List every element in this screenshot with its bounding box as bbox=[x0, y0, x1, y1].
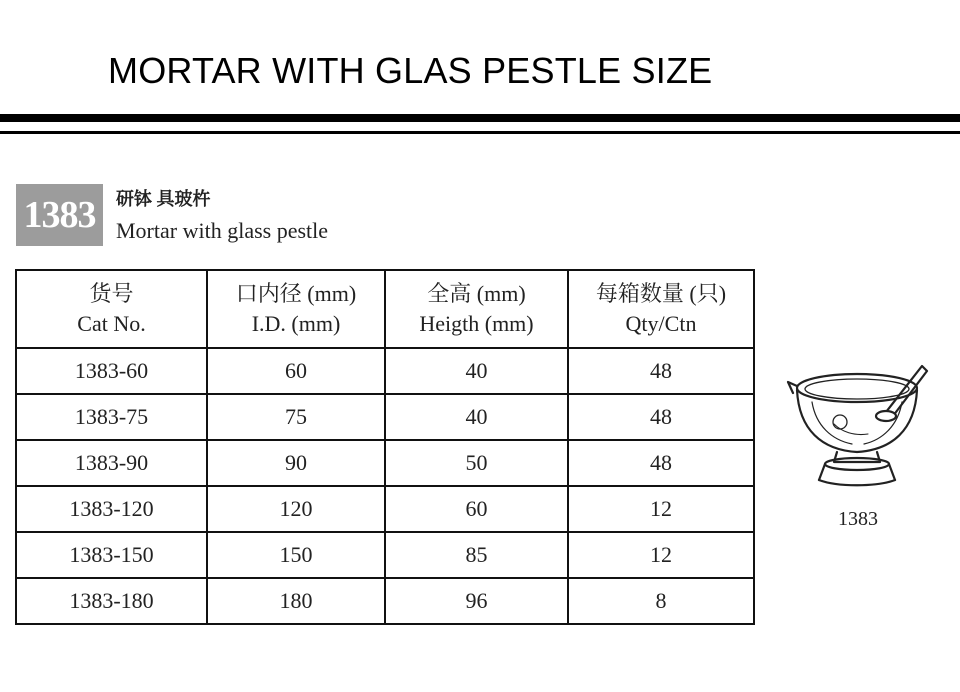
image-caption: 1383 bbox=[838, 508, 878, 530]
table-row bbox=[16, 394, 754, 440]
header-cn-label: 货号 bbox=[89, 281, 134, 306]
header-en-label: I.D. (mm) bbox=[251, 311, 341, 336]
cell-height: 50 bbox=[385, 440, 568, 486]
header-cat-no bbox=[16, 270, 207, 348]
header-cn-label: 全高 (mm) bbox=[427, 281, 526, 306]
cell-height: 96 bbox=[385, 578, 568, 624]
title-divider-thick bbox=[0, 114, 960, 122]
mortar-pestle-illustration bbox=[782, 352, 932, 492]
header-cn-label: 每箱数量 (只) bbox=[595, 281, 727, 306]
cell-inner-diameter: 60 bbox=[207, 348, 385, 394]
header-en-label: Qty/Ctn bbox=[625, 311, 697, 336]
cell-qty: 12 bbox=[568, 486, 754, 532]
cell-cat-no: 1383-150 bbox=[16, 532, 207, 578]
product-name-chinese: 研钵 具玻杵 bbox=[116, 189, 211, 209]
cell-cat-no: 1383-60 bbox=[16, 348, 207, 394]
header-qty-per-carton bbox=[568, 270, 754, 348]
product-code-badge: 1383 bbox=[16, 184, 103, 246]
cell-qty: 8 bbox=[568, 578, 754, 624]
cell-height: 40 bbox=[385, 394, 568, 440]
cell-qty: 48 bbox=[568, 394, 754, 440]
cell-inner-diameter: 180 bbox=[207, 578, 385, 624]
header-en-label: Heigth (mm) bbox=[419, 311, 534, 336]
cell-inner-diameter: 120 bbox=[207, 486, 385, 532]
cell-qty: 48 bbox=[568, 440, 754, 486]
table-row bbox=[16, 440, 754, 486]
cell-cat-no: 1383-75 bbox=[16, 394, 207, 440]
table-row bbox=[16, 532, 754, 578]
cell-cat-no: 1383-120 bbox=[16, 486, 207, 532]
header-en-label: Cat No. bbox=[77, 311, 146, 336]
cell-inner-diameter: 150 bbox=[207, 532, 385, 578]
cell-cat-no: 1383-180 bbox=[16, 578, 207, 624]
cell-inner-diameter: 75 bbox=[207, 394, 385, 440]
header-inner-diameter bbox=[207, 270, 385, 348]
header-cn-label: 口内径 (mm) bbox=[235, 281, 357, 306]
cell-height: 40 bbox=[385, 348, 568, 394]
product-name-english: Mortar with glass pestle bbox=[116, 218, 329, 243]
table-row bbox=[16, 348, 754, 394]
table-row bbox=[16, 486, 754, 532]
cell-inner-diameter: 90 bbox=[207, 440, 385, 486]
cell-qty: 12 bbox=[568, 532, 754, 578]
table-header-row bbox=[16, 270, 754, 348]
cell-height: 60 bbox=[385, 486, 568, 532]
header-height bbox=[385, 270, 568, 348]
cell-cat-no: 1383-90 bbox=[16, 440, 207, 486]
page-title: MORTAR WITH GLAS PESTLE SIZE bbox=[108, 50, 713, 91]
cell-height: 85 bbox=[385, 532, 568, 578]
table-row bbox=[16, 578, 754, 624]
size-spec-table bbox=[15, 269, 755, 625]
cell-qty: 48 bbox=[568, 348, 754, 394]
title-divider-thin bbox=[0, 131, 960, 134]
